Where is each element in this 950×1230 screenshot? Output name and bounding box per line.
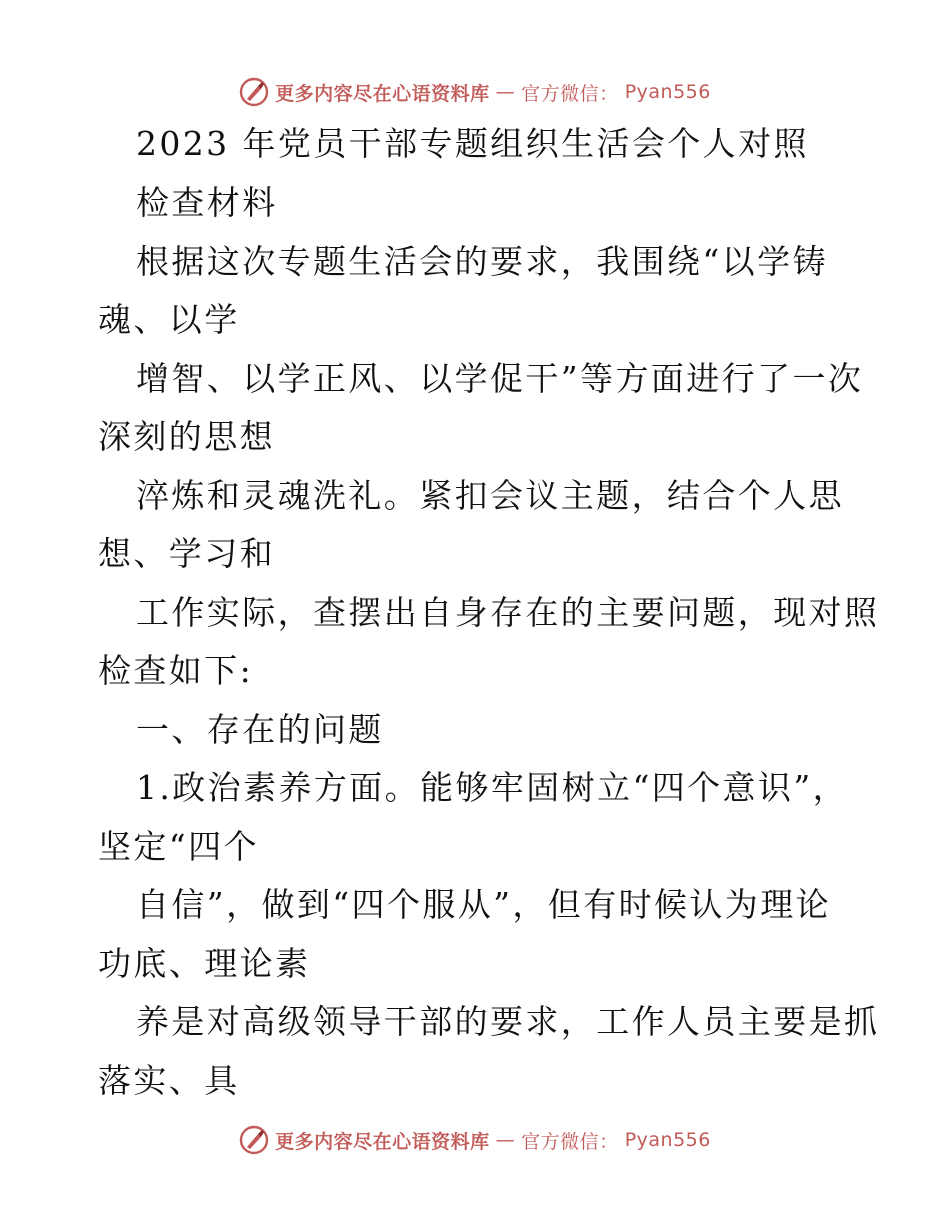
pen-logo-icon <box>239 77 269 107</box>
doc-line: 1.政治素养方面。能够牢固树立“四个意识”， <box>136 768 849 807</box>
doc-line: 养是对高级领导干部的要求，工作人员主要是抓 <box>136 1002 880 1041</box>
doc-line: 检查如下: <box>98 651 254 690</box>
doc-line: 淬炼和灵魂洗礼。紧扣会议主题，结合个人思 <box>136 476 844 515</box>
watermark-site-text: 更多内容尽在心语资料库 <box>275 82 490 105</box>
header-watermark <box>0 72 950 112</box>
watermark-site-text: 更多内容尽在心语资料库 <box>275 1130 490 1153</box>
footer-watermark <box>0 1120 950 1160</box>
pen-logo-icon <box>239 1125 269 1155</box>
watermark-separator: — <box>495 81 516 103</box>
doc-line: 想、学习和 <box>98 534 275 573</box>
watermark-contact-id: Pyan556 <box>624 1129 711 1151</box>
doc-line: 检查材料 <box>136 183 278 222</box>
doc-line: 增智、以学正风、以学促干”等方面进行了一次 <box>136 359 864 398</box>
doc-line: 工作实际，查摆出自身存在的主要问题，现对照 <box>136 593 880 632</box>
doc-line: 自信”，做到“四个服从”，但有时候认为理论 <box>136 885 832 924</box>
doc-line: 一、存在的问题 <box>136 710 384 749</box>
doc-line: 功底、理论素 <box>98 944 311 983</box>
doc-line: 根据这次专题生活会的要求，我围绕“以学铸 <box>136 242 828 281</box>
doc-line: 坚定“四个 <box>98 827 259 866</box>
doc-line: 深刻的思想 <box>98 417 275 456</box>
watermark-contact-label: 官方微信： <box>521 82 619 105</box>
watermark-contact-id: Pyan556 <box>624 81 711 103</box>
watermark-separator: — <box>495 1129 516 1151</box>
doc-line: 魂、以学 <box>98 300 240 339</box>
doc-line: 2023 年党员干部专题组织生活会个人对照 <box>136 124 809 163</box>
doc-line: 落实、具 <box>98 1061 240 1100</box>
watermark-contact-label: 官方微信： <box>521 1130 619 1153</box>
